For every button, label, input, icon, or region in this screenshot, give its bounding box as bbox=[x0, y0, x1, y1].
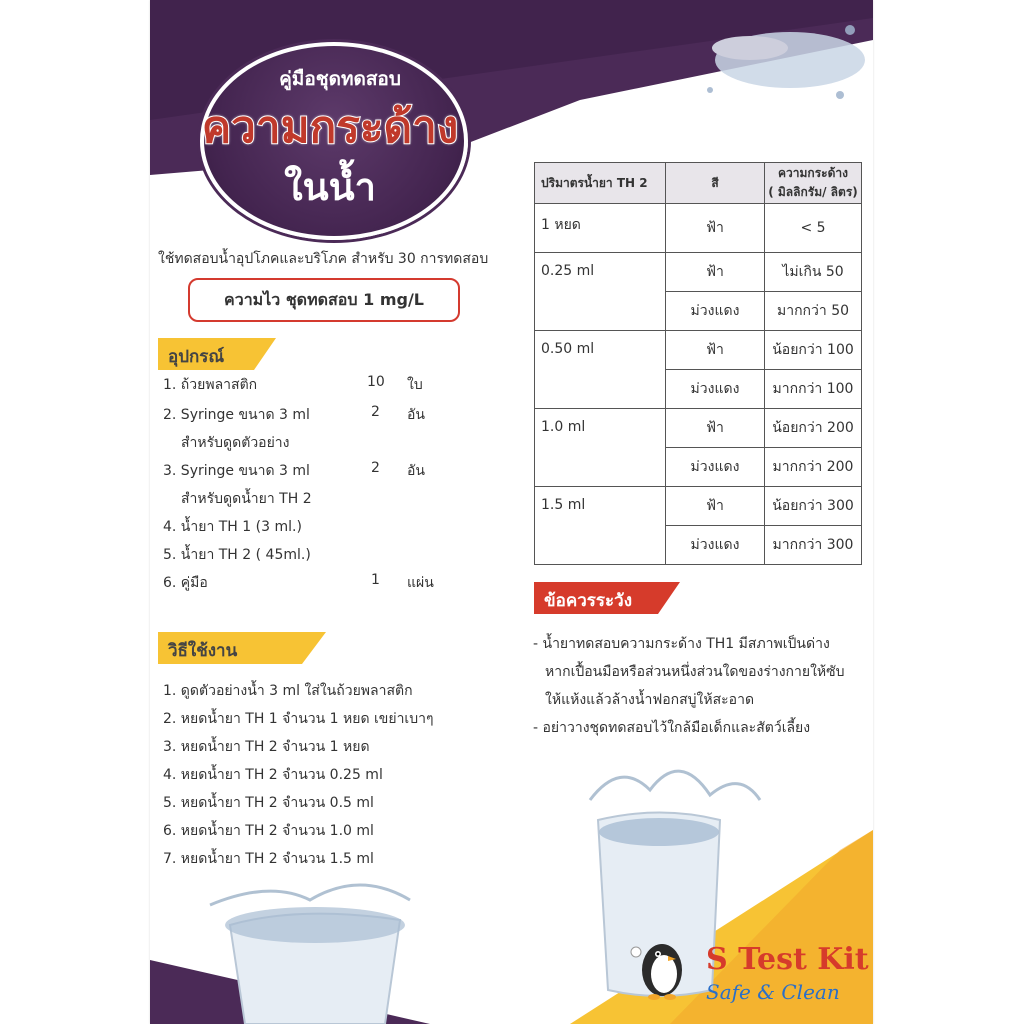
list-item-unit: ใบ bbox=[407, 377, 423, 393]
caution-heading-text: ข้อควรระวัง bbox=[544, 591, 632, 611]
title-main: ความกระด้าง bbox=[201, 102, 459, 153]
list-item-unit: อัน bbox=[407, 463, 425, 479]
cell-hardness: น้อยกว่า 300 bbox=[765, 487, 862, 526]
step-item: 6. หยดน้ำยา TH 2 จำนวน 1.0 ml bbox=[163, 823, 374, 839]
cell-hardness: มากกว่า 100 bbox=[765, 370, 862, 409]
caution-line: - น้ำยาทดสอบความกระด้าง TH1 มีสภาพเป็นด่าง bbox=[533, 636, 830, 652]
list-item-qty: 2 bbox=[371, 460, 380, 476]
intro-text: ใช้ทดสอบน้ำอุปโภคและบริโภค สำหรับ 30 การทดสอบ bbox=[158, 251, 489, 267]
cell-hardness: น้อยกว่า 200 bbox=[765, 409, 862, 448]
manual-sheet bbox=[150, 0, 873, 1024]
caution-line: - อย่าวางชุดทดสอบไว้ใกล้มือเด็กและสัตว์เลี้ยง bbox=[533, 720, 811, 736]
list-item-qty: 1 bbox=[371, 572, 380, 588]
cell-color: ฟ้า bbox=[666, 253, 765, 292]
usage-heading-text: วิธีใช้งาน bbox=[168, 641, 238, 661]
cell-volume: 0.25 ml bbox=[535, 253, 666, 331]
table-row bbox=[535, 204, 862, 253]
cell-hardness: มากกว่า 50 bbox=[765, 292, 862, 331]
sensitivity-box bbox=[188, 278, 460, 322]
list-item: 6. คู่มือ bbox=[163, 575, 208, 591]
cell-color: ฟ้า bbox=[666, 204, 765, 253]
list-item: สำหรับดูดตัวอย่าง bbox=[181, 435, 290, 451]
cell-volume: 1 หยด bbox=[535, 204, 666, 253]
title-small: คู่มือชุดทดสอบ bbox=[279, 68, 401, 90]
header-hardness bbox=[765, 163, 862, 204]
cell-color: ฟ้า bbox=[666, 487, 765, 526]
cell-color: ฟ้า bbox=[666, 331, 765, 370]
list-item: 2. Syringe ขนาด 3 ml bbox=[163, 407, 310, 423]
results-table bbox=[534, 162, 862, 565]
usage-heading bbox=[158, 632, 326, 664]
brand-tagline: Safe & Clean bbox=[706, 980, 840, 1004]
list-item-qty: 2 bbox=[371, 404, 380, 420]
caution-line: ให้แห้งแล้วล้างน้ำฟอกสบู่ให้สะอาด bbox=[545, 692, 755, 708]
cell-color: ฟ้า bbox=[666, 409, 765, 448]
table-row bbox=[535, 331, 862, 370]
table-row bbox=[535, 487, 862, 526]
caution-list bbox=[533, 630, 845, 742]
cell-hardness: ไม่เกิน 50 bbox=[765, 253, 862, 292]
list-item: 3. Syringe ขนาด 3 ml bbox=[163, 463, 310, 479]
cell-color: ม่วงแดง bbox=[666, 448, 765, 487]
cell-volume: 1.5 ml bbox=[535, 487, 666, 565]
step-item: 1. ดูดตัวอย่างน้ำ 3 ml ใส่ในถ้วยพลาสติก bbox=[163, 683, 413, 699]
list-item-unit: แผ่น bbox=[407, 575, 434, 591]
cell-color: ม่วงแดง bbox=[666, 292, 765, 331]
list-item: 5. น้ำยา TH 2 ( 45ml.) bbox=[163, 547, 311, 563]
step-item: 7. หยดน้ำยา TH 2 จำนวน 1.5 ml bbox=[163, 851, 374, 867]
cell-hardness: < 5 bbox=[765, 204, 862, 253]
step-item: 4. หยดน้ำยา TH 2 จำนวน 0.25 ml bbox=[163, 767, 383, 783]
list-item-qty: 10 bbox=[367, 374, 385, 390]
cell-hardness: มากกว่า 200 bbox=[765, 448, 862, 487]
list-item: 1. ถ้วยพลาสติก bbox=[163, 377, 258, 393]
cell-hardness: มากกว่า 300 bbox=[765, 526, 862, 565]
header-hardness-line1: ความกระด้าง bbox=[778, 166, 848, 180]
caution-heading bbox=[534, 582, 680, 614]
brand-name: S Test Kit bbox=[706, 942, 869, 977]
header-volume: ปริมาตรน้ำยา TH 2 bbox=[535, 163, 666, 204]
equipment-heading-text: อุปกรณ์ bbox=[168, 347, 225, 367]
cell-volume: 1.0 ml bbox=[535, 409, 666, 487]
header-color: สี bbox=[666, 163, 765, 204]
cell-hardness: น้อยกว่า 100 bbox=[765, 331, 862, 370]
header-hardness-line2: ( มิลลิกรัม/ ลิตร) bbox=[768, 185, 858, 199]
cell-color: ม่วงแดง bbox=[666, 370, 765, 409]
cell-color: ม่วงแดง bbox=[666, 526, 765, 565]
sensitivity-text: ความไว ชุดทดสอบ 1 mg/L bbox=[224, 289, 424, 309]
table-row bbox=[535, 253, 862, 292]
cell-volume: 0.50 ml bbox=[535, 331, 666, 409]
title-sub: ในน้ำ bbox=[284, 165, 376, 209]
step-item: 2. หยดน้ำยา TH 1 จำนวน 1 หยด เขย่าเบาๆ bbox=[163, 711, 434, 727]
list-item-unit: อัน bbox=[407, 407, 425, 423]
list-item: สำหรับดูดน้ำยา TH 2 bbox=[181, 491, 312, 507]
equipment-heading bbox=[158, 338, 276, 370]
caution-line: หากเปื้อนมือหรือส่วนหนึ่งส่วนใดของร่างกายให้ซับ bbox=[545, 664, 845, 680]
table-row bbox=[535, 409, 862, 448]
list-item: 4. น้ำยา TH 1 (3 ml.) bbox=[163, 519, 302, 535]
step-item: 5. หยดน้ำยา TH 2 จำนวน 0.5 ml bbox=[163, 795, 374, 811]
step-item: 3. หยดน้ำยา TH 2 จำนวน 1 หยด bbox=[163, 739, 370, 755]
table-header-row bbox=[535, 163, 862, 204]
